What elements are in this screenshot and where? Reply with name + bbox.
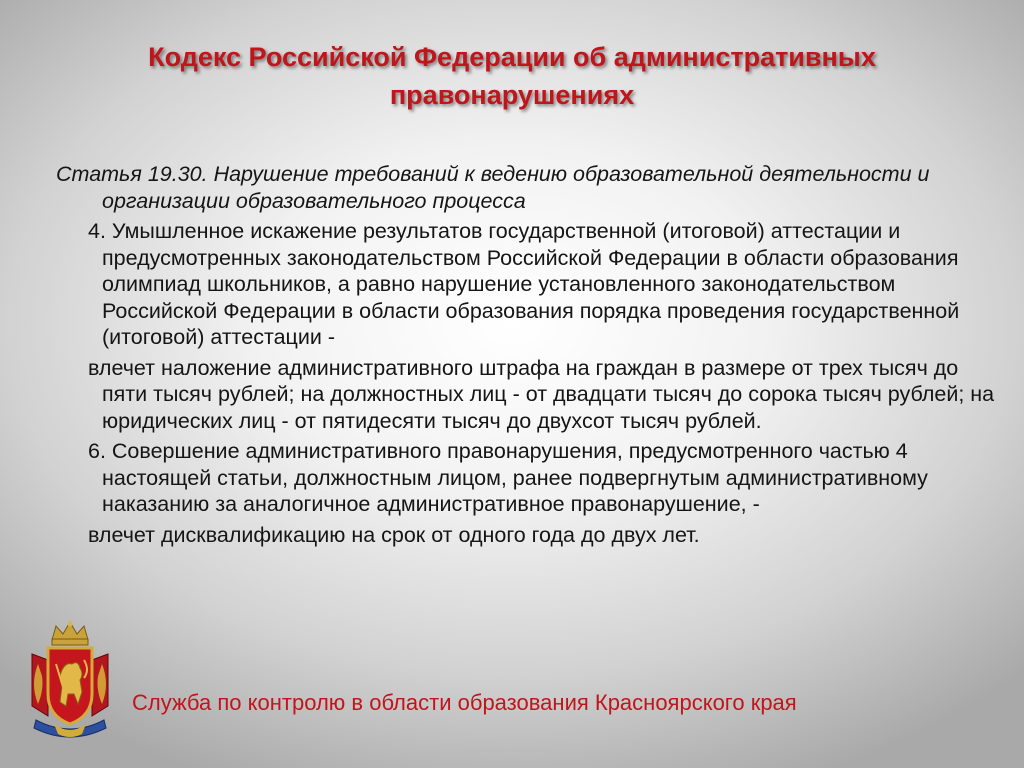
paragraph-penalty-disqualification: влечет дисквалификацию на срок от одного года до двух лет. — [88, 522, 700, 547]
slide-title: Кодекс Российской Федерации об административных правонарушениях — [148, 42, 876, 110]
slide-body — [56, 161, 1008, 552]
article-heading: Статья 19.30. Нарушение требований к ведению образовательной деятельности и организации образовательного процесса — [56, 162, 930, 213]
paragraph-penalty-fine: влечет наложение административного штрафа на граждан в размере от трех тысяч до пяти тысяч рублей; на должностных лиц - от двадцати тысяч до сорока тысяч рублей; на юридических лиц - от пятидесяти тысяч до двухсот тысяч рублей. — [88, 355, 995, 433]
paragraph-part-4: 4. Умышленное искажение результатов государственной (итоговой) аттестации и предусмотренных законодательством Российской Федерации в области образования олимпиад школьников, а равно нарушение установленного законодательством Российской Федерации в области образования порядка проведения государственной (итоговой) аттестации - — [88, 219, 960, 349]
krasnoyarsk-coat-of-arms-icon — [26, 620, 114, 744]
organization-footer: Служба по контролю в области образования Красноярского края — [132, 690, 797, 715]
paragraph-part-6: 6. Совершение административного правонарушения, предусмотренного частью 4 настоящей статьи, должностным лицом, ранее подвергнутым административному наказанию за аналогичное административное правонарушение, - — [88, 439, 928, 516]
